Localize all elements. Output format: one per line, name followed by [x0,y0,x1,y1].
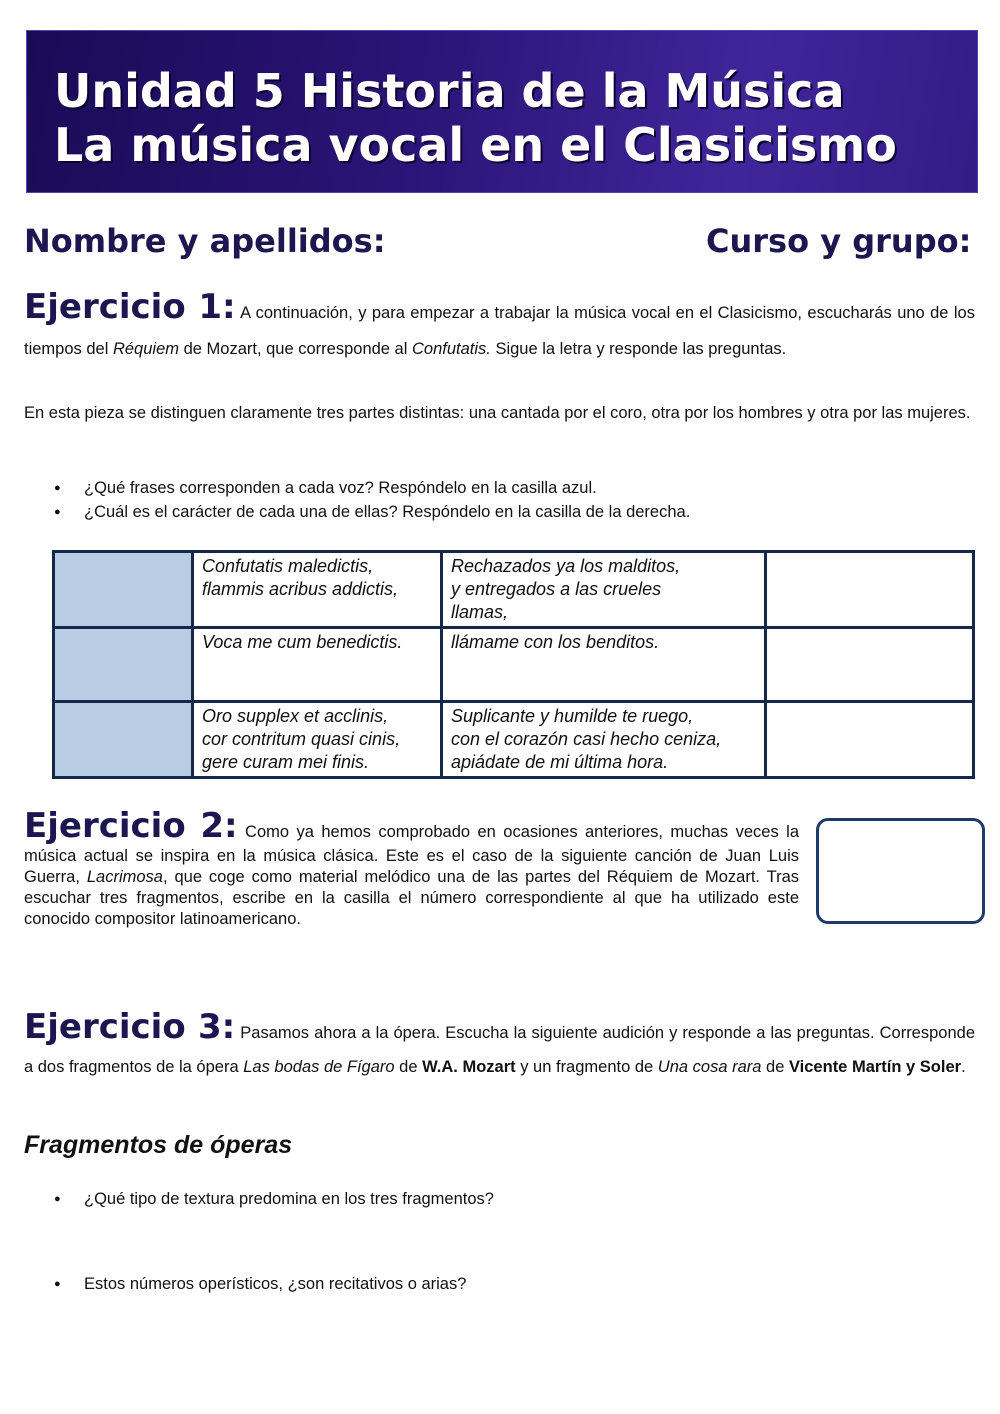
unit-title: Unidad 5 Historia de la Música [54,64,845,118]
voice-answer-cell[interactable] [54,702,193,778]
exercise-3-title: Ejercicio 3: [24,1007,236,1047]
exercise-3-question-1 [24,1187,975,1211]
spanish-line: y entregados a las crueles [451,579,662,599]
latin-cell [193,628,442,702]
exercise-2-title: Ejercicio 2: [24,806,238,846]
exercise-1-questions [24,476,975,524]
exercise-2-text-b: , que coge como material melódico una de las partes del Réquiem de Mozart. Tras escuchar tres fragmentos, escribe en la casilla el número correspondiente al que ha utilizado este conocido compositor latinoamericano. [24,868,799,928]
spanish-cell [442,552,766,628]
song-title: Lacrimosa [86,868,163,886]
exercise-1-intro [24,289,975,367]
spanish-line: Suplicante y humilde te ruego, [451,706,694,726]
table-row [54,702,974,778]
exercise-3-intro [24,1007,975,1084]
period: . [961,1058,966,1076]
latin-line: flammis acribus addictis, [202,579,399,599]
exercise-1-text: A continuación, y para empezar a trabajar la música vocal en el Clasicismo, escucharás uno de los tiempos del [24,304,975,358]
exercise-2-text [24,806,799,930]
operas-subheading: Fragmentos de óperas [24,1131,293,1159]
composer-1: W.A. Mozart [422,1058,516,1076]
exercise-1-paragraph: En esta pieza se distinguen claramente tres partes distintas: una cantada por el coro, otra por los hombres y otra por las mujeres. [24,404,971,422]
confutatis-word: Confutatis. [411,340,491,358]
list-item: ● Estos números operísticos, ¿son recitativos o arias? [24,1272,975,1296]
list-item: ● ¿Cuál es el carácter de cada una de ellas? Respóndelo en la casilla de la derecha. [24,500,975,524]
exercise-2-text-a: Como ya hemos comprobado en ocasiones anteriores, muchas veces la música actual se inspira en la música clásica. Este es el caso de la siguiente canción de Juan Luis Guerra, [24,823,799,886]
list-item: ● ¿Qué frases corresponden a cada voz? Respóndelo en la casilla azul. [24,476,975,500]
latin-cell [193,702,442,778]
voice-answer-cell[interactable] [54,628,193,702]
unit-subtitle: La música vocal en el Clasicismo [54,118,897,172]
lyrics-table [52,550,975,779]
exercise-3-text-b: y un fragmento de [515,1058,658,1076]
connector: de [394,1058,423,1076]
spanish-line: llámame con los benditos. [451,632,660,652]
spanish-line: apiádate de mi última hora. [451,752,669,772]
fragment-number-box[interactable] [816,818,985,924]
opera-title-1: Las bodas de Fígaro [243,1058,395,1076]
exercise-1-text-b: de Mozart, que corresponde al [179,340,412,358]
exercise-1-title: Ejercicio 1: [24,287,236,327]
connector: de [761,1058,789,1076]
latin-cell [193,552,442,628]
character-answer-cell[interactable] [766,702,974,778]
course-label: Curso y grupo: [706,222,972,260]
table-row [54,628,974,702]
latin-line: Oro supplex et acclinis, [202,706,389,726]
latin-line: Confutatis maledictis, [202,556,374,576]
opera-title-2: Una cosa rara [657,1058,762,1076]
character-answer-cell[interactable] [766,552,974,628]
voice-answer-cell[interactable] [54,552,193,628]
spanish-line: Rechazados ya los malditos, [451,556,681,576]
composer-2: Vicente Martín y Soler [788,1058,962,1076]
title-banner [26,30,978,193]
name-label: Nombre y apellidos: [24,222,386,260]
exercise-3-text-a: Pasamos ahora a la ópera. Escucha la siguiente audición y responde a las preguntas. Corresponde a dos fragmentos de la ópera [24,1024,975,1076]
table-row [54,552,974,628]
exercise-1-text-c: Sigue la letra y responde las preguntas. [490,340,787,358]
latin-line: Voca me cum benedictis. [202,632,403,652]
spanish-line: con el corazón casi hecho ceniza, [451,729,722,749]
latin-line: gere curam mei finis. [202,752,370,772]
character-answer-cell[interactable] [766,628,974,702]
spanish-cell [442,628,766,702]
spanish-line: llamas, [451,602,509,622]
list-item: ● ¿Qué tipo de textura predomina en los tres fragmentos? [24,1187,975,1211]
spanish-cell [442,702,766,778]
latin-line: cor contritum quasi cinis, [202,729,401,749]
exercise-3-question-2 [24,1272,975,1296]
requiem-word: Réquiem [112,340,180,358]
